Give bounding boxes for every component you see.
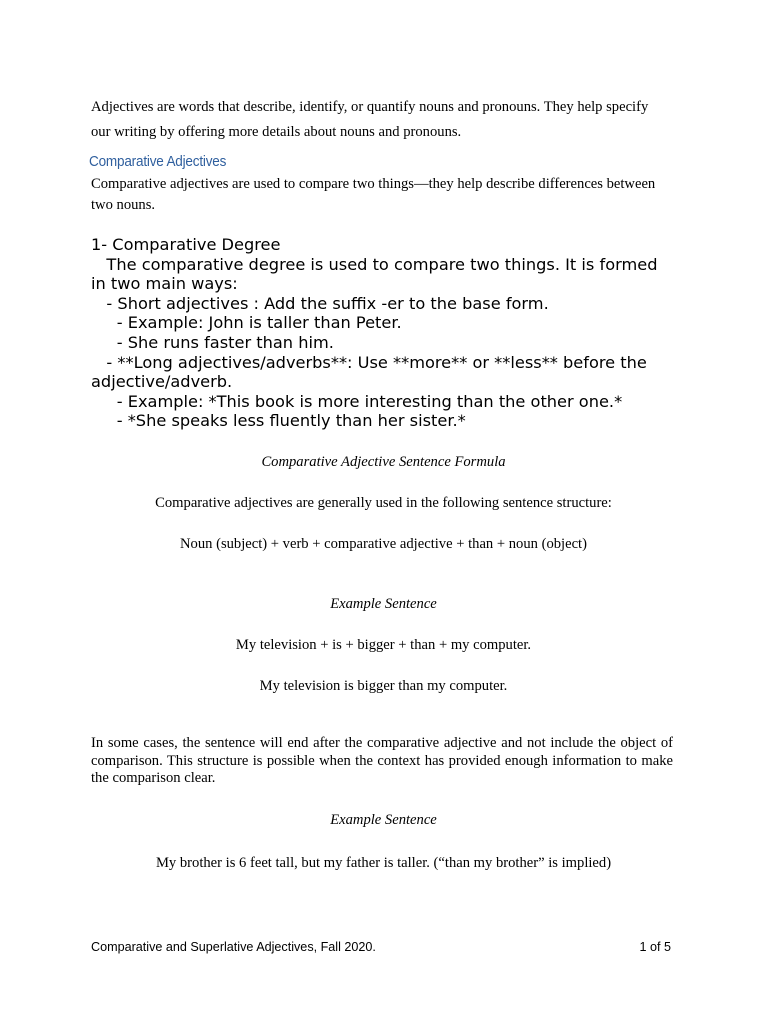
degree-line: in two main ways: (91, 274, 238, 294)
section-heading-text: Comparative Adjectives (89, 154, 227, 170)
definition-line-2: two nouns. (91, 197, 156, 213)
example-2-title: Example Sentence (330, 812, 437, 828)
formula-title: Comparative Adjective Sentence Formula (261, 454, 506, 470)
intro-paragraph (91, 95, 681, 145)
definition-paragraph (91, 174, 681, 216)
example-1-title: Example Sentence (330, 596, 437, 612)
comparative-degree-block (91, 235, 681, 431)
example-1-parts: My television + is + bigger + than + my computer. (235, 637, 532, 653)
degree-line: - She runs faster than him. (91, 332, 334, 352)
section-heading (89, 154, 235, 170)
degree-line: The comparative degree is used to compare two things. It is formed (91, 254, 658, 274)
formula-intro: Comparative adjectives are generally used in the following sentence structure: (155, 495, 612, 511)
formula-structure: Noun (subject) + verb + comparative adjective + than + noun (object) (180, 536, 587, 552)
intro-line-2: our writing by offering more details about nouns and pronouns. (91, 124, 462, 140)
example-2-sentence: My brother is 6 feet tall, but my father is taller. (“than my brother” is implied) (155, 855, 612, 871)
example-1-sentence: My television is bigger than my computer. (259, 678, 508, 694)
degree-line: - Example: John is taller than Peter. (91, 313, 402, 333)
degree-line: - **Long adjectives/adverbs**: Use **more** or **less** before the (91, 352, 647, 372)
degree-line: - Short adjectives : Add the suffix -er to the base form. (91, 293, 549, 313)
note-paragraph: In some cases, the sentence will end after the comparative adjective and not include the object of comparison. This structure is possible when the context has provided enough information to make the comparison clear. (91, 735, 673, 787)
degree-line: adjective/adverb. (91, 372, 233, 392)
degree-line: - *She speaks less fluently than her sister.* (91, 411, 466, 431)
degree-line: 1- Comparative Degree (91, 235, 281, 254)
degree-line: - Example: *This book is more interesting than the other one.* (91, 391, 623, 411)
intro-line-1: Adjectives are words that describe, identify, or quantify nouns and pronouns. They help specify (91, 99, 649, 115)
footer-title: Comparative and Superlative Adjectives, Fall 2020. (91, 940, 376, 954)
page-number: 1 of 5 (639, 940, 671, 954)
definition-line-1: Comparative adjectives are used to compare two things—they help describe differences between (91, 176, 656, 192)
